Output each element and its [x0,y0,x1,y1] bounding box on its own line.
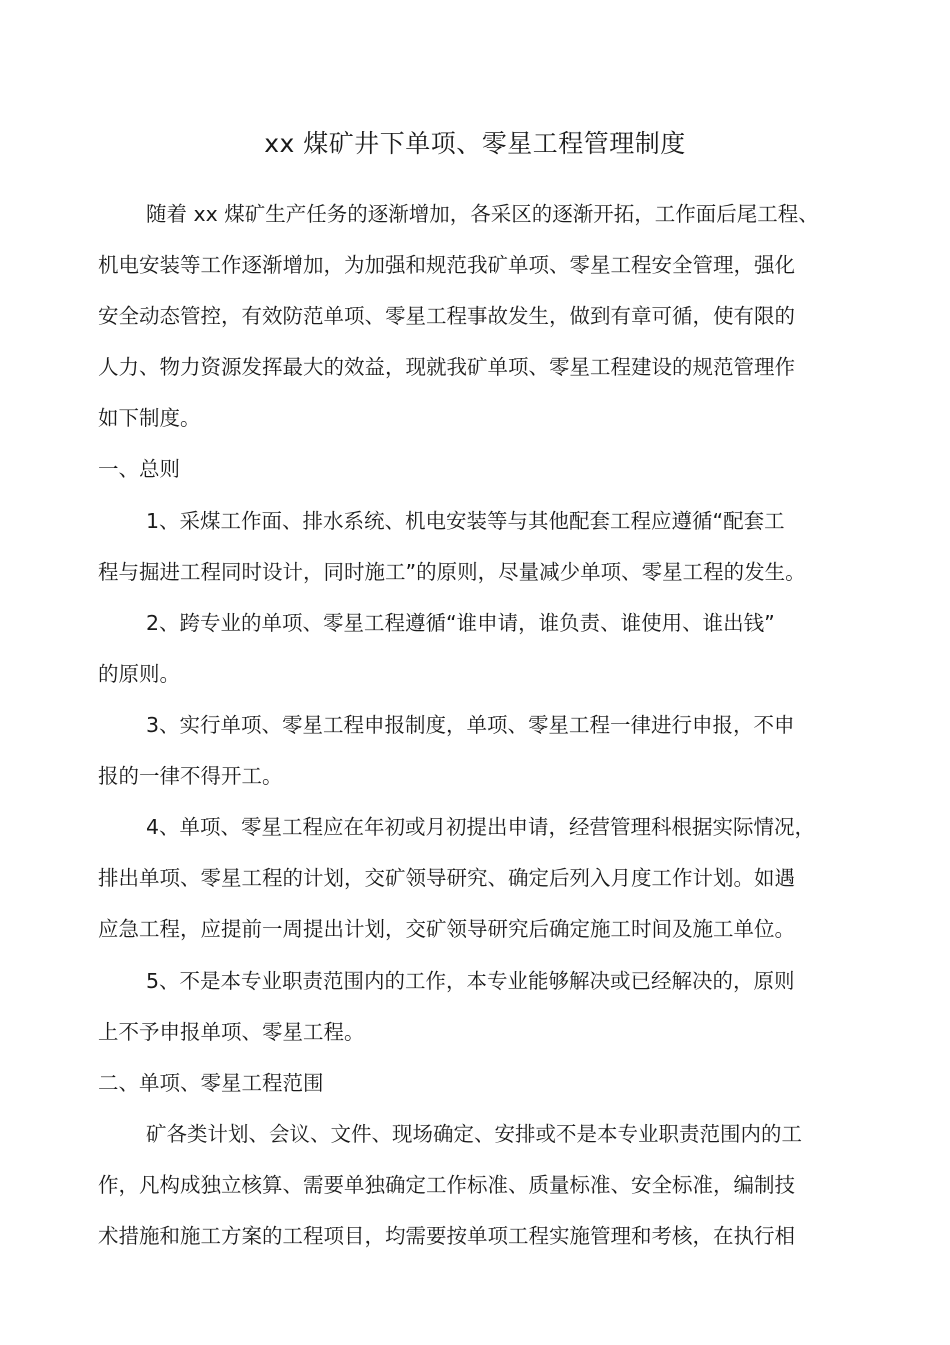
paragraph-line: 作，凡构成独立核算、需要单独确定工作标准、质量标准、安全标准，编制技 [98,1173,795,1197]
paragraph-line: 应急工程，应提前一周提出计划，交矿领导研究后确定施工时间及施工单位。 [98,917,795,941]
paragraph-line: 4、单项、零星工程应在年初或月初提出申请，经营管理科根据实际情况， [146,815,816,839]
paragraph-line: 报的一律不得开工。 [98,764,283,788]
paragraph-line: 程与掘进工程同时设计，同时施工”的原则，尽量减少单项、零星工程的发生。 [98,560,806,584]
paragraph-line: 人力、物力资源发挥最大的效益，现就我矿单项、零星工程建设的规范管理作 [98,355,795,379]
document-title: xx 煤矿井下单项、零星工程管理制度 [264,129,686,158]
paragraph-line: 矿各类计划、会议、文件、现场确定、安排或不是本专业职责范围内的工 [146,1122,802,1146]
paragraph-line: 的原则。 [98,662,180,686]
paragraph-line: 安全动态管控，有效防范单项、零星工程事故发生，做到有章可循，使有限的 [98,304,795,328]
paragraph-line: 5、不是本专业职责范围内的工作，本专业能够解决或已经解决的，原则 [146,969,795,993]
paragraph-line: 术措施和施工方案的工程项目，均需要按单项工程实施管理和考核，在执行相 [98,1224,795,1248]
paragraph-line: 1、采煤工作面、排水系统、机电安装等与其他配套工程应遵循“配套工 [146,509,785,533]
paragraph-line: 如下制度。 [98,406,201,430]
paragraph-line: 排出单项、零星工程的计划，交矿领导研究、确定后列入月度工作计划。如遇 [98,866,795,890]
paragraph-line: 3、实行单项、零星工程申报制度，单项、零星工程一律进行申报，不申 [146,713,795,737]
paragraph-line: 机电安装等工作逐渐增加，为加强和规范我矿单项、零星工程安全管理，强化 [98,253,795,277]
paragraph-line: 随着 xx 煤矿生产任务的逐渐增加，各采区的逐渐开拓，工作面后尾工程、 [146,202,819,226]
section-heading: 一、总则 [98,457,180,481]
paragraph-line: 上不予申报单项、零星工程。 [98,1020,365,1044]
section-heading: 二、单项、零星工程范围 [98,1071,324,1095]
paragraph-line: 2、跨专业的单项、零星工程遵循“谁申请，谁负责、谁使用、谁出钱” [146,611,775,635]
